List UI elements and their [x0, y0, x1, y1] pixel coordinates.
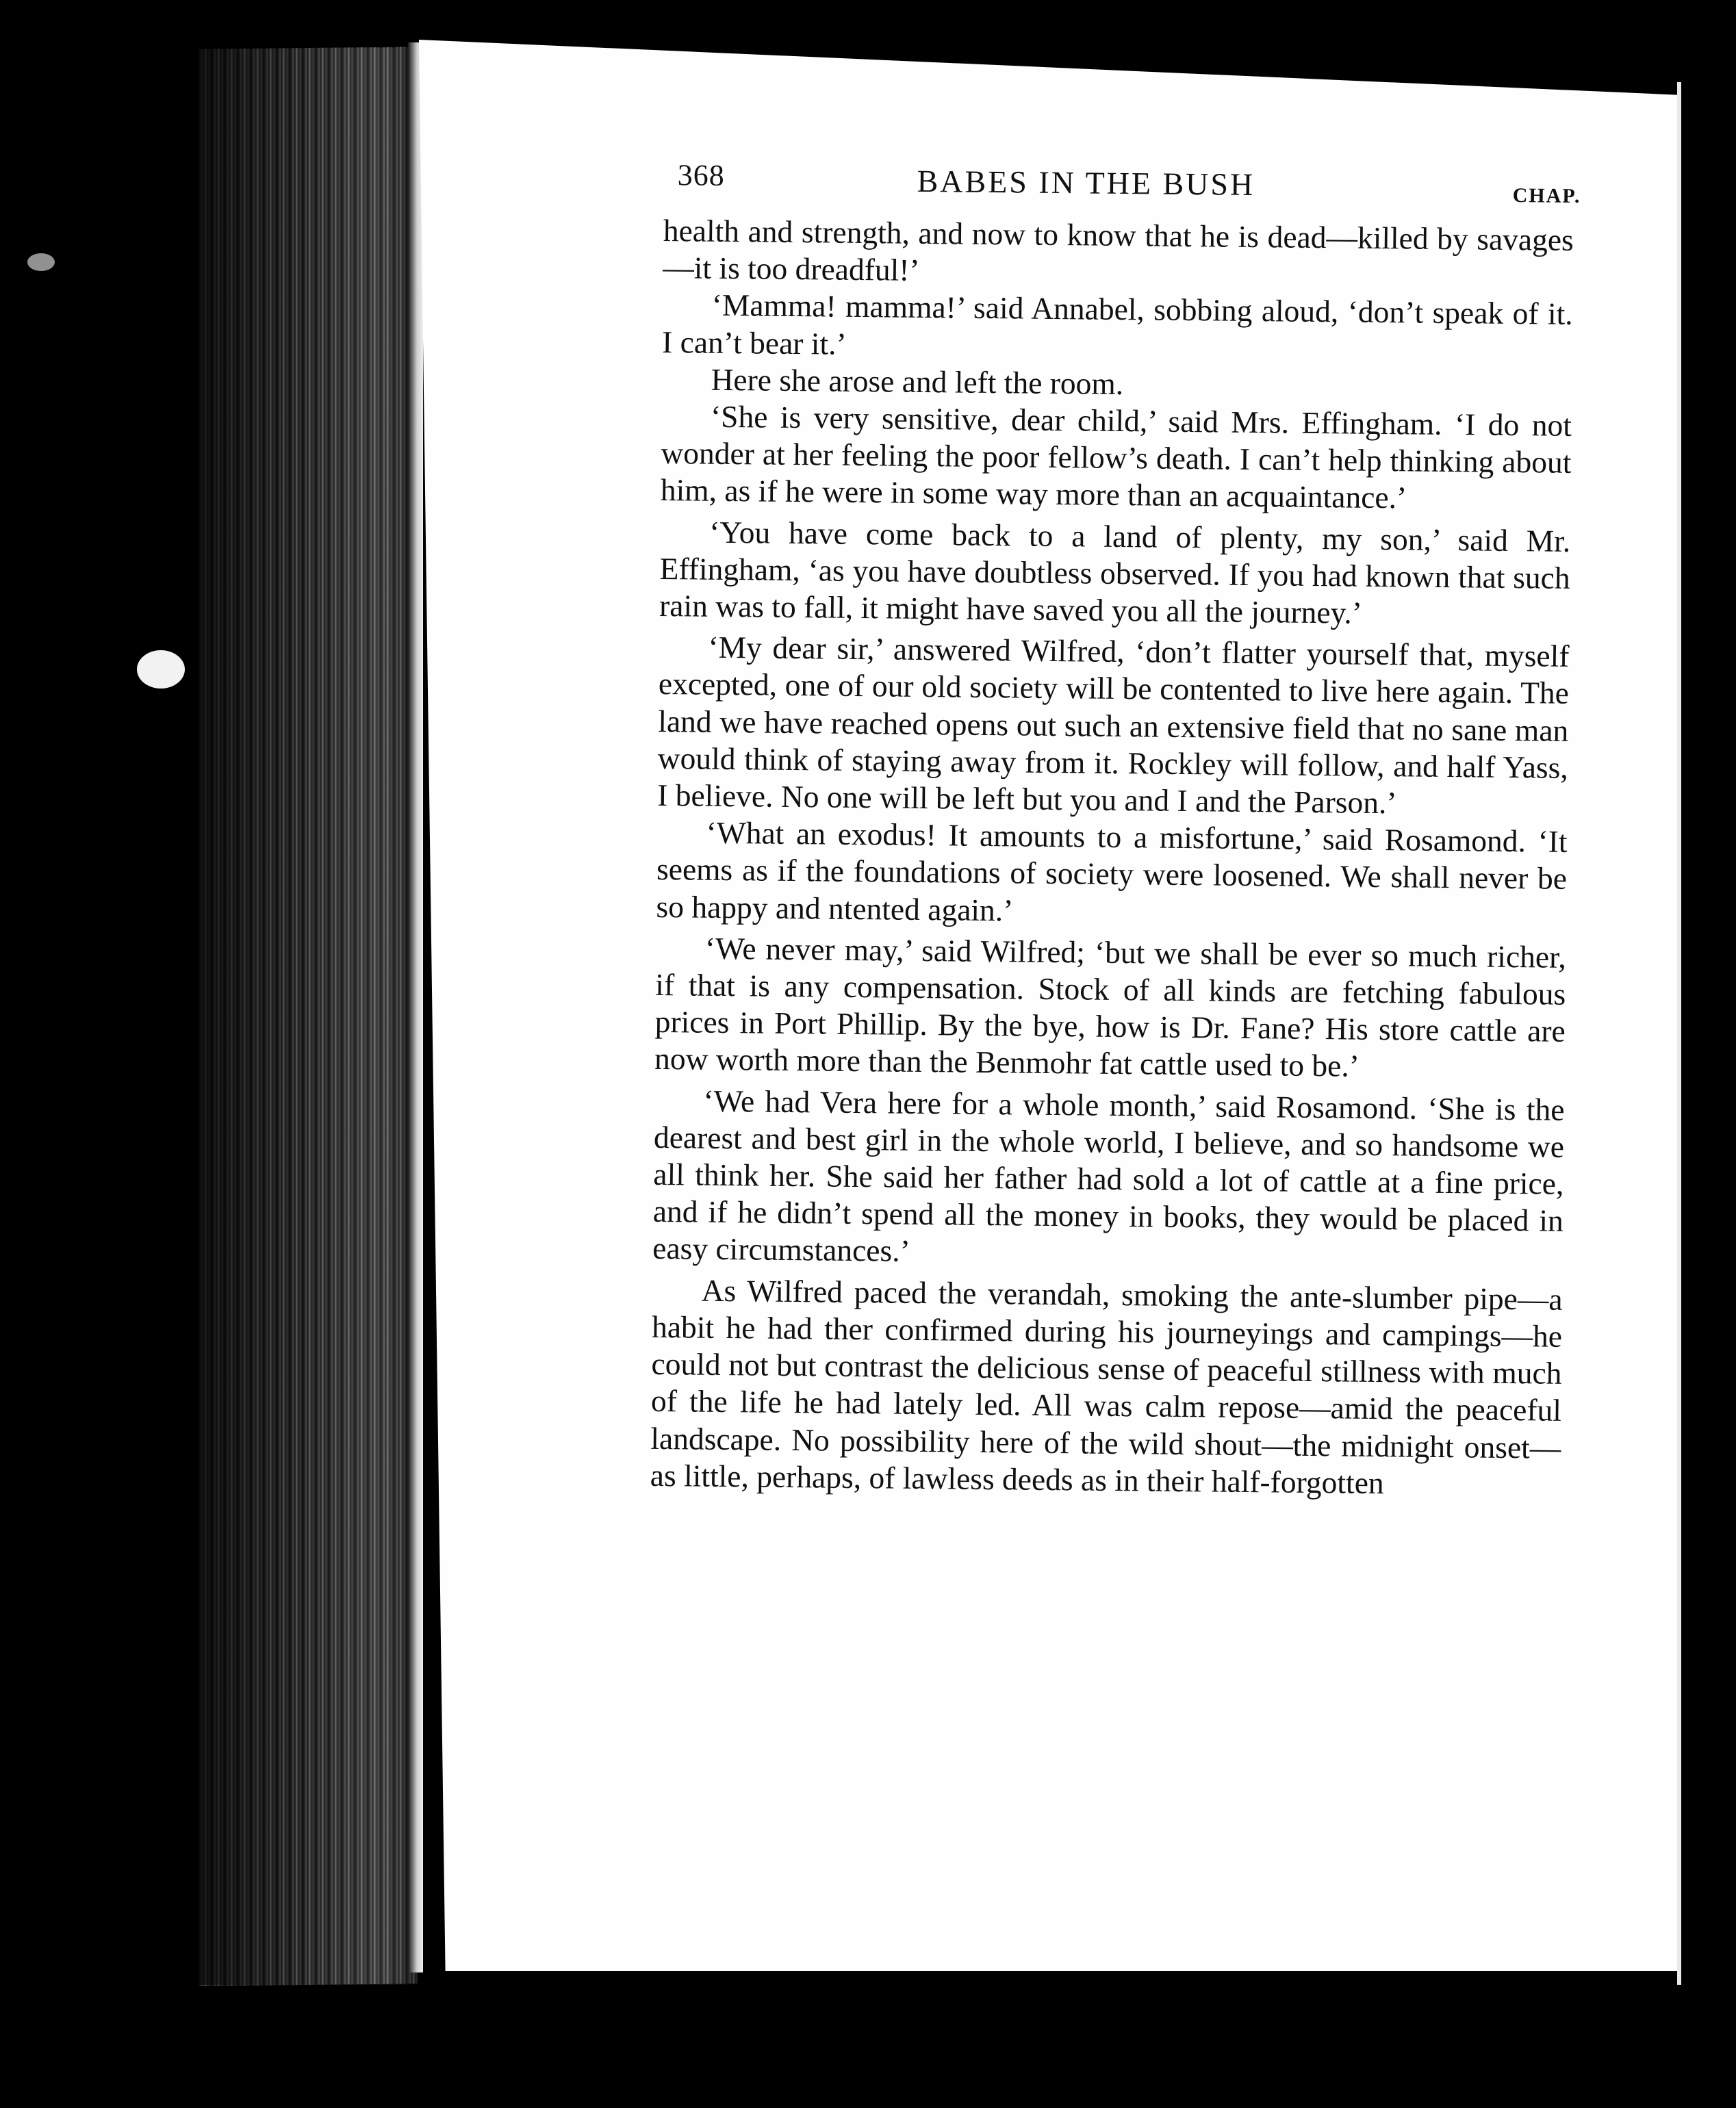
paragraph: ‘She is very sensitive, dear child,’ said Mrs. Effingham. ‘I do not wonder at her feeling the poor fellow’s death. I can’t help thinking about him, as if he were in some way more than an acquaintance.’	[660, 398, 1572, 515]
adjacent-page-edge	[1677, 82, 1736, 1985]
binding-thread-mark	[1685, 1766, 1698, 1841]
dust-speck	[27, 253, 55, 271]
page-text-block	[650, 157, 1581, 1504]
dust-speck	[137, 650, 185, 689]
paragraph: As Wilfred paced the verandah, smoking the ante-slumber pipe—a habit he had ther confirmed during his journeyings and campings—he could not but contrast the delicious sense of peaceful stillness with much of the life he had lately led. All was calm repose—amid the peaceful landscape. No possibility here of the wild shout—the midnight onset—as little, perhaps, of lawless deeds as in their half-forgotten	[650, 1272, 1563, 1500]
paragraph: Here she arose and left the room.	[711, 361, 1124, 401]
running-head	[663, 157, 1581, 222]
binding-thread-mark	[1685, 1444, 1698, 1492]
paragraph: ‘Mamma! mamma!’ said Annabel, sobbing aloud, ‘don’t speak of it. I can’t bear it.’	[661, 287, 1573, 361]
fore-edge-shadow	[199, 48, 418, 1985]
paragraph: ‘We never may,’ said Wilfred; ‘but we shall be ever so much richer, if that is any compensation. Stock of all kinds are fetching fabulous prices in Port Phillip. By the bye, how is Dr. Fane? His store cattle are now worth more than the Benmohr fat cattle used to be.’	[654, 930, 1567, 1084]
paragraph: ‘My dear sir,’ answered Wilfred, ‘don’t flatter yourself that, myself excepted, one of our old society will be contented to live here again. The land we have reached opens out such an extensive field that no sane man would think of staying away from it. Rockley will follow, and half Yass, I believe. No one will be left but you and I and the Parson.’	[656, 629, 1570, 821]
paragraph: ‘We had Vera here for a whole month,’ said Rosamond. ‘She is the dearest and best girl in the whole world, I believe, and so handsome we all think her. She said her father had sold a lot of cattle at a fine price, and if he didn’t spend all the money in books, they would be placed in easy circumstances.’	[652, 1083, 1565, 1269]
book-title: BABES IN THE BUSH	[917, 163, 1255, 203]
page-number: 368	[677, 158, 725, 192]
page-edge	[408, 42, 423, 1972]
paragraph: ‘What an exodus! It amounts to a misfortune,’ said Rosamond. ‘It seems as if the foundations of society were loosened. We shall never be so happy and ntented again.’	[656, 814, 1568, 928]
chapter-marker: CHAP.	[1512, 183, 1581, 208]
paragraph: ‘You have come back to a land of plenty, my son,’ said Mr. Effingham, ‘as you have doubtless observed. If you had known that such rain was to fall, it might have saved you all the journey.’	[659, 514, 1571, 630]
paragraph: health and strength, and now to know that he is dead—killed by savages—it is too dreadful!’	[663, 212, 1574, 288]
body-text	[650, 212, 1574, 1504]
